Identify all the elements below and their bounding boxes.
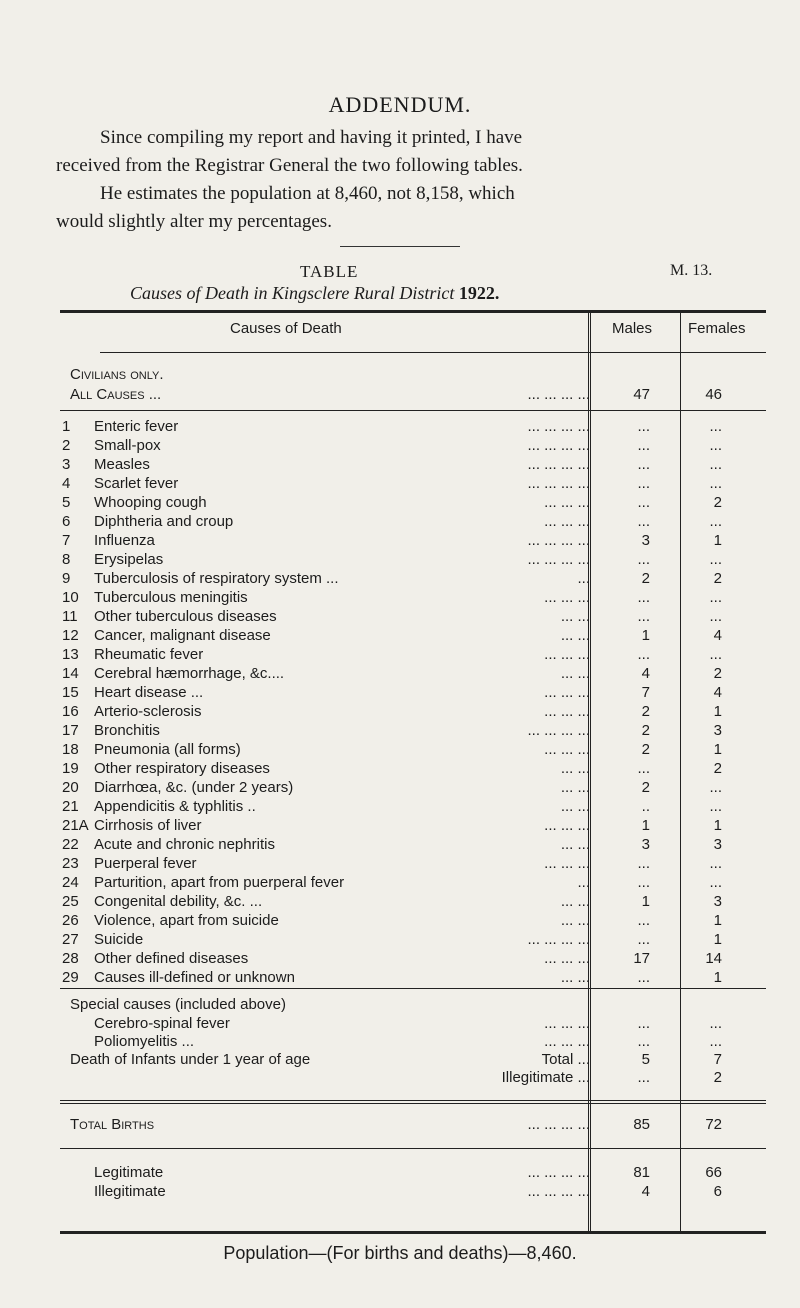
cause-row [60, 931, 766, 949]
cause-females: ... [709, 608, 722, 625]
cause-dots: ... ... [560, 760, 590, 777]
cause-name: Bronchitis [94, 722, 160, 739]
cerebro-males: ... [637, 1015, 650, 1032]
cause-row [60, 418, 766, 436]
cause-number: 23 [62, 855, 79, 872]
header-rule [100, 352, 766, 353]
cause-number: 19 [62, 760, 79, 777]
intro-line-1: Since compiling my report and having it printed, I have [100, 127, 523, 148]
cause-females: 3 [713, 836, 722, 853]
table-subtitle-text: Causes of Death in Kingsclere Rural District [130, 283, 455, 303]
cause-number: 2 [62, 437, 71, 454]
cause-males: ... [637, 513, 650, 530]
cause-number: 12 [62, 627, 79, 644]
cause-males: ... [637, 760, 650, 777]
addendum-heading: ADDENDUM. [328, 92, 472, 117]
cause-name: Congenital debility, &c. ... [94, 893, 263, 910]
legitimate-males: 81 [633, 1164, 650, 1181]
cause-row [60, 760, 766, 778]
polio-females: ... [709, 1033, 722, 1050]
polio-dots: ... ... ... [544, 1033, 590, 1050]
cause-number: 11 [62, 608, 78, 625]
cause-dots: ... ... ... [544, 589, 590, 606]
cause-females: 1 [713, 703, 722, 720]
cause-row [60, 437, 766, 455]
cause-dots: ... ... ... [544, 646, 590, 663]
cause-females: ... [709, 779, 722, 796]
legitimate-row [60, 1164, 766, 1182]
cause-number: 10 [62, 589, 79, 606]
cause-name: Scarlet fever [94, 475, 179, 492]
cause-row [60, 893, 766, 911]
cause-dots: ... ... ... ... [527, 475, 590, 492]
causes-bottom-rule [60, 988, 766, 989]
cause-name: Parturition, apart from puerperal fever [94, 874, 345, 891]
intro-line-2: received from the Registrar General the two following tables. [56, 155, 523, 176]
cause-row [60, 855, 766, 873]
cause-males: ... [637, 475, 650, 492]
cause-females: 1 [713, 931, 722, 948]
cause-name: Violence, apart from suicide [94, 912, 279, 929]
table-code: M. 13. [670, 262, 713, 279]
cause-row [60, 912, 766, 930]
cause-dots: ... ... [560, 893, 590, 910]
all-causes-males: 47 [633, 386, 650, 403]
cause-name: Puerperal fever [94, 855, 197, 872]
cause-males: ... [637, 608, 650, 625]
legitimate-dots: ... ... ... ... [527, 1164, 590, 1181]
total-births-row [60, 1116, 766, 1134]
cause-number: 22 [62, 836, 79, 853]
cause-females: 1 [713, 817, 722, 834]
total-births-males: 85 [633, 1116, 650, 1133]
cause-dots: ... ... ... [544, 684, 590, 701]
cause-number: 18 [62, 741, 79, 758]
cerebro-name: Cerebro-spinal fever [94, 1015, 230, 1032]
cause-dots: ... ... ... [544, 855, 590, 872]
cause-row [60, 836, 766, 854]
cause-number: 20 [62, 779, 79, 796]
illegitimate-label: Illegitimate [94, 1183, 166, 1200]
cause-females: ... [709, 418, 722, 435]
infants-total-females: 7 [713, 1051, 722, 1068]
polio-males: ... [637, 1033, 650, 1050]
illegitimate-dots: ... ... ... ... [527, 1183, 590, 1200]
legitimate-females: 66 [705, 1164, 722, 1181]
cause-males: ... [637, 437, 650, 454]
civilians-rule [60, 410, 766, 411]
cause-number: 6 [62, 513, 71, 530]
births-rule [60, 1148, 766, 1149]
cause-number: 8 [62, 551, 71, 568]
cause-name: Causes ill-defined or unknown [94, 969, 295, 986]
estimate-line-2: would slightly alter my percentages. [56, 211, 332, 232]
cause-row [60, 494, 766, 512]
cause-name: Arterio-sclerosis [94, 703, 202, 720]
cause-dots: ... ... [560, 798, 590, 815]
cause-dots: ... ... [560, 836, 590, 853]
cause-males: 1 [641, 627, 650, 644]
cause-number: 21 [62, 798, 79, 815]
infants-total-label: Total ... [541, 1051, 590, 1068]
all-causes-dots: ... ... ... ... [527, 386, 590, 403]
cause-number: 21A [62, 817, 89, 834]
cause-females: ... [709, 589, 722, 606]
cause-dots: ... ... ... ... [527, 532, 590, 549]
cause-females: ... [709, 798, 722, 815]
illegitimate-females: 6 [713, 1183, 722, 1200]
cause-row [60, 456, 766, 474]
all-causes-females: 46 [705, 386, 722, 403]
cause-name: Diphtheria and croup [94, 513, 234, 530]
cause-row [60, 817, 766, 835]
cause-row [60, 608, 766, 626]
cause-males: ... [637, 494, 650, 511]
cause-name: Other tuberculous diseases [94, 608, 277, 625]
cause-number: 9 [62, 570, 71, 587]
cause-row [60, 874, 766, 892]
cause-number: 29 [62, 969, 79, 986]
estimate-line-1: He estimates the population at 8,460, not 8,158, which [100, 183, 515, 204]
cause-males: 2 [641, 779, 650, 796]
cause-dots: ... ... [560, 779, 590, 796]
special-label-row [60, 996, 766, 1014]
cause-name: Other respiratory diseases [94, 760, 270, 777]
cerebro-females: ... [709, 1015, 722, 1032]
cause-males: 4 [641, 665, 650, 682]
cause-males: ... [637, 969, 650, 986]
table-subtitle [130, 283, 499, 304]
cause-number: 3 [62, 456, 71, 473]
polio-row [60, 1033, 766, 1051]
cause-dots: ... ... ... [544, 741, 590, 758]
population-footer: Population—(For births and deaths)—8,460. [223, 1243, 577, 1263]
cause-males: ... [637, 646, 650, 663]
cause-dots: ... ... ... [544, 950, 590, 967]
cerebro-row [60, 1015, 766, 1033]
cause-dots: ... ... [560, 627, 590, 644]
cause-row [60, 627, 766, 645]
cause-name: Cancer, malignant disease [94, 627, 271, 644]
cause-females: 2 [713, 494, 722, 511]
header-causes: Causes of Death [230, 320, 342, 337]
table-top-border [60, 310, 766, 313]
cause-name: Suicide [94, 931, 144, 948]
cause-name: Enteric fever [94, 418, 179, 435]
cause-females: ... [709, 437, 722, 454]
cause-row [60, 703, 766, 721]
all-causes-label: All Causes ... [70, 386, 162, 403]
cause-males: ... [637, 418, 650, 435]
cause-name: Cirrhosis of liver [94, 817, 202, 834]
header-males: Males [612, 320, 653, 337]
cause-row [60, 475, 766, 493]
cause-dots: ... ... ... [544, 513, 590, 530]
cause-name: Rheumatic fever [94, 646, 204, 663]
cause-name: Whooping cough [94, 494, 207, 511]
cause-number: 24 [62, 874, 79, 891]
polio-name: Poliomyelitis ... [94, 1033, 195, 1050]
cause-number: 17 [62, 722, 79, 739]
cause-name: Heart disease ... [94, 684, 204, 701]
cause-females: ... [709, 475, 722, 492]
cause-number: 14 [62, 665, 79, 682]
infants-illegitimate-males: ... [637, 1069, 650, 1086]
cause-males: 2 [641, 741, 650, 758]
cause-females: ... [709, 855, 722, 872]
cause-number: 26 [62, 912, 79, 929]
cause-males: ... [637, 456, 650, 473]
cause-males: 1 [641, 817, 650, 834]
cause-row [60, 570, 766, 588]
cause-number: 5 [62, 494, 71, 511]
table-bottom-border [60, 1231, 766, 1234]
cause-name: Tuberculosis of respiratory system ... [94, 570, 339, 587]
cause-name: Acute and chronic nephritis [94, 836, 275, 853]
cause-females: 1 [713, 741, 722, 758]
cause-dots: ... [577, 570, 590, 587]
illegitimate-row [60, 1183, 766, 1201]
cause-row [60, 532, 766, 550]
cause-females: 3 [713, 722, 722, 739]
cause-number: 1 [62, 418, 71, 435]
cause-females: 2 [713, 760, 722, 777]
section-divider [340, 246, 460, 247]
cause-males: ... [637, 931, 650, 948]
cause-males: 2 [641, 570, 650, 587]
special-bottom-rule-2 [60, 1103, 766, 1104]
cause-females: ... [709, 551, 722, 568]
total-births-females: 72 [705, 1116, 722, 1133]
cause-row [60, 722, 766, 740]
cause-number: 13 [62, 646, 79, 663]
cause-row [60, 741, 766, 759]
cause-males: 3 [641, 532, 650, 549]
cause-row [60, 950, 766, 968]
cause-males: ... [637, 855, 650, 872]
infants-total-males: 5 [641, 1051, 650, 1068]
cause-row [60, 513, 766, 531]
total-births-dots: ... ... ... ... [527, 1116, 590, 1133]
cause-males: ... [637, 874, 650, 891]
table-year: 1922. [458, 283, 500, 303]
cause-row [60, 684, 766, 702]
cause-dots: ... ... ... ... [527, 931, 590, 948]
cause-females: ... [709, 513, 722, 530]
cause-males: ... [637, 551, 650, 568]
cause-name: Erysipelas [94, 551, 164, 568]
cause-females: 2 [713, 570, 722, 587]
civilians-label-row [60, 366, 766, 384]
cause-females: 4 [713, 627, 722, 644]
cause-name: Diarrhœa, &c. (under 2 years) [94, 779, 294, 796]
infants-total-row [60, 1051, 766, 1069]
cause-dots: ... ... ... ... [527, 437, 590, 454]
infants-name: Death of Infants under 1 year of age [70, 1051, 311, 1068]
cause-dots: ... ... ... ... [527, 418, 590, 435]
cause-number: 27 [62, 931, 79, 948]
cause-males: 7 [641, 684, 650, 701]
intro-paragraph [56, 124, 756, 180]
cause-males: 2 [641, 703, 650, 720]
legitimate-label: Legitimate [94, 1164, 164, 1181]
illegitimate-males: 4 [641, 1183, 650, 1200]
cause-males: 17 [633, 950, 650, 967]
cause-row [60, 779, 766, 797]
cause-number: 28 [62, 950, 79, 967]
cause-females: 14 [705, 950, 722, 967]
cause-dots: ... ... [560, 608, 590, 625]
cause-number: 25 [62, 893, 79, 910]
cause-row [60, 589, 766, 607]
cause-males: 3 [641, 836, 650, 853]
cause-males: 2 [641, 722, 650, 739]
infants-illegitimate-row [60, 1069, 766, 1087]
civilians-label: Civilians only. [70, 366, 164, 383]
cause-females: 3 [713, 893, 722, 910]
cause-name: Tuberculous meningitis [94, 589, 248, 606]
cause-row [60, 969, 766, 987]
infants-illegitimate-females: 2 [713, 1069, 722, 1086]
cause-dots: ... ... ... [544, 494, 590, 511]
cause-dots: ... [577, 874, 590, 891]
cause-row [60, 551, 766, 569]
cause-dots: ... ... ... [544, 817, 590, 834]
cause-males: ... [637, 589, 650, 606]
cause-females: ... [709, 874, 722, 891]
cause-dots: ... ... ... [544, 703, 590, 720]
cause-females: 2 [713, 665, 722, 682]
cause-dots: ... ... ... ... [527, 551, 590, 568]
cause-name: Small-pox [94, 437, 161, 454]
cause-name: Measles [94, 456, 150, 473]
cause-row [60, 646, 766, 664]
cause-name: Influenza [94, 532, 155, 549]
cause-dots: ... ... [560, 665, 590, 682]
all-causes-row [60, 386, 766, 404]
cause-dots: ... ... [560, 912, 590, 929]
cause-number: 7 [62, 532, 71, 549]
cerebro-dots: ... ... ... [544, 1015, 590, 1032]
cause-females: 1 [713, 912, 722, 929]
cause-females: 1 [713, 532, 722, 549]
cause-row [60, 798, 766, 816]
cause-males: 1 [641, 893, 650, 910]
cause-dots: ... ... ... ... [527, 722, 590, 739]
estimate-paragraph [56, 180, 756, 236]
header-females: Females [688, 320, 746, 337]
cause-females: 1 [713, 969, 722, 986]
cause-males: ... [637, 912, 650, 929]
causes-of-death-table [60, 310, 766, 1234]
cause-females: ... [709, 646, 722, 663]
cause-row [60, 665, 766, 683]
table-title: TABLE [300, 262, 359, 281]
cause-number: 16 [62, 703, 79, 720]
cause-number: 4 [62, 475, 71, 492]
cause-dots: ... ... [560, 969, 590, 986]
infants-illegitimate-label: Illegitimate ... [501, 1069, 590, 1086]
cause-number: 15 [62, 684, 79, 701]
cause-males: .. [641, 798, 650, 815]
cause-name: Cerebral hæmorrhage, &c.... [94, 665, 285, 682]
total-births-label: Total Births [70, 1116, 155, 1133]
cause-name: Pneumonia (all forms) [94, 741, 241, 758]
cause-name: Appendicitis & typhlitis .. [94, 798, 256, 815]
special-label: Special causes (included above) [70, 996, 286, 1013]
cause-name: Other defined diseases [94, 950, 249, 967]
cause-dots: ... ... ... ... [527, 456, 590, 473]
cause-females: ... [709, 456, 722, 473]
special-bottom-rule [60, 1100, 766, 1101]
cause-females: 4 [713, 684, 722, 701]
